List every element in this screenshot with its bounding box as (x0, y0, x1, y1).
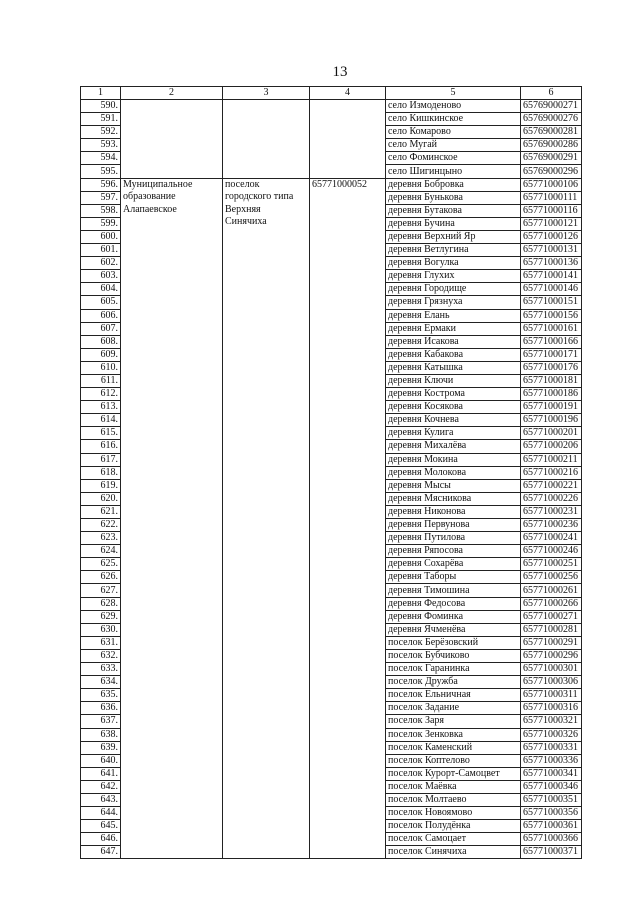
locality-oktmo: 65771000316 (521, 702, 582, 715)
locality-oktmo: 65769000296 (521, 165, 582, 178)
locality-oktmo: 65771000146 (521, 283, 582, 296)
locality-oktmo: 65771000191 (521, 401, 582, 414)
row-number: 624. (81, 545, 121, 558)
row-number: 606. (81, 309, 121, 322)
locality-name: деревня Кочнева (386, 414, 521, 427)
locality-oktmo: 65771000266 (521, 597, 582, 610)
locality-oktmo: 65771000306 (521, 676, 582, 689)
locality-name: деревня Бунькова (386, 191, 521, 204)
row-number: 601. (81, 244, 121, 257)
header-row (81, 87, 582, 100)
settlement-cell (223, 100, 310, 179)
row-number: 611. (81, 374, 121, 387)
locality-name: деревня Кулига (386, 427, 521, 440)
row-number: 596. (81, 178, 121, 191)
locality-name: деревня Тимошина (386, 584, 521, 597)
locality-oktmo: 65771000296 (521, 649, 582, 662)
locality-oktmo: 65771000366 (521, 833, 582, 846)
row-number: 593. (81, 139, 121, 152)
row-number: 640. (81, 754, 121, 767)
row-number: 608. (81, 335, 121, 348)
locality-name: поселок Каменский (386, 741, 521, 754)
row-number: 607. (81, 322, 121, 335)
locality-oktmo: 65771000321 (521, 715, 582, 728)
locality-oktmo: 65771000121 (521, 217, 582, 230)
row-number: 615. (81, 427, 121, 440)
row-number: 617. (81, 453, 121, 466)
locality-name: деревня Путилова (386, 532, 521, 545)
locality-oktmo: 65771000291 (521, 636, 582, 649)
locality-oktmo: 65771000171 (521, 348, 582, 361)
column-header: 5 (386, 87, 521, 100)
locality-oktmo: 65771000351 (521, 793, 582, 806)
locality-name: деревня Верхний Яр (386, 230, 521, 243)
locality-name: деревня Федосова (386, 597, 521, 610)
row-number: 603. (81, 270, 121, 283)
locality-oktmo: 65771000136 (521, 257, 582, 270)
locality-oktmo: 65771000151 (521, 296, 582, 309)
column-header: 2 (121, 87, 223, 100)
row-number: 605. (81, 296, 121, 309)
municipality-name-line: Муниципальное (123, 178, 193, 190)
row-number: 627. (81, 584, 121, 597)
locality-name: поселок Бубчиково (386, 649, 521, 662)
locality-name: деревня Катышка (386, 361, 521, 374)
locality-name: село Кишкинское (386, 113, 521, 126)
table-row (81, 178, 582, 191)
row-number: 646. (81, 833, 121, 846)
row-number: 626. (81, 571, 121, 584)
settlement-oktmo-cell (310, 100, 386, 179)
locality-oktmo: 65771000196 (521, 414, 582, 427)
row-number: 631. (81, 636, 121, 649)
locality-name: поселок Маёвка (386, 780, 521, 793)
locality-oktmo: 65771000251 (521, 558, 582, 571)
row-number: 616. (81, 440, 121, 453)
locality-oktmo: 65771000161 (521, 322, 582, 335)
row-number: 594. (81, 152, 121, 165)
row-number: 625. (81, 558, 121, 571)
settlements-table (80, 86, 582, 859)
locality-name: деревня Мысы (386, 479, 521, 492)
locality-name: село Фоминское (386, 152, 521, 165)
row-number: 597. (81, 191, 121, 204)
row-number: 598. (81, 204, 121, 217)
locality-oktmo: 65771000301 (521, 663, 582, 676)
row-number: 644. (81, 807, 121, 820)
locality-oktmo: 65771000226 (521, 492, 582, 505)
row-number: 619. (81, 479, 121, 492)
locality-oktmo: 65771000106 (521, 178, 582, 191)
row-number: 590. (81, 100, 121, 113)
locality-oktmo: 65771000186 (521, 388, 582, 401)
locality-name: деревня Кабакова (386, 348, 521, 361)
locality-name: село Комарово (386, 126, 521, 139)
locality-name: деревня Бучина (386, 217, 521, 230)
row-number: 642. (81, 780, 121, 793)
row-number: 638. (81, 728, 121, 741)
locality-name: поселок Новоямово (386, 807, 521, 820)
row-number: 634. (81, 676, 121, 689)
locality-oktmo: 65771000126 (521, 230, 582, 243)
locality-oktmo: 65769000281 (521, 126, 582, 139)
locality-oktmo: 65771000181 (521, 374, 582, 387)
locality-oktmo: 65771000271 (521, 610, 582, 623)
locality-name: деревня Елань (386, 309, 521, 322)
column-header: 3 (223, 87, 310, 100)
municipality-name-line: Алапаевское (123, 203, 177, 215)
locality-oktmo: 65771000111 (521, 191, 582, 204)
locality-oktmo: 65771000206 (521, 440, 582, 453)
municipality-cell (121, 178, 223, 859)
locality-name: поселок Задание (386, 702, 521, 715)
locality-oktmo: 65771000311 (521, 689, 582, 702)
locality-name: деревня Таборы (386, 571, 521, 584)
locality-name: село Измоденово (386, 100, 521, 113)
locality-name: деревня Городище (386, 283, 521, 296)
row-number: 614. (81, 414, 121, 427)
row-number: 637. (81, 715, 121, 728)
locality-oktmo: 65771000131 (521, 244, 582, 257)
table-row (81, 100, 582, 113)
row-number: 621. (81, 505, 121, 518)
locality-name: деревня Фоминка (386, 610, 521, 623)
locality-name: село Мугай (386, 139, 521, 152)
row-number: 609. (81, 348, 121, 361)
locality-name: поселок Курорт-Самоцвет (386, 767, 521, 780)
locality-name: деревня Косякова (386, 401, 521, 414)
locality-name: поселок Дружба (386, 676, 521, 689)
row-number: 628. (81, 597, 121, 610)
locality-name: деревня Первунова (386, 519, 521, 532)
row-number: 604. (81, 283, 121, 296)
locality-name: деревня Бобровка (386, 178, 521, 191)
locality-oktmo: 65771000331 (521, 741, 582, 754)
locality-oktmo: 65771000261 (521, 584, 582, 597)
locality-oktmo: 65771000341 (521, 767, 582, 780)
row-number: 591. (81, 113, 121, 126)
locality-name: поселок Синячиха (386, 846, 521, 859)
row-number: 622. (81, 519, 121, 532)
locality-name: поселок Полудёнка (386, 820, 521, 833)
locality-name: деревня Исакова (386, 335, 521, 348)
row-number: 630. (81, 623, 121, 636)
locality-oktmo: 65771000346 (521, 780, 582, 793)
locality-name: деревня Ермаки (386, 322, 521, 335)
row-number: 618. (81, 466, 121, 479)
locality-name: деревня Глухих (386, 270, 521, 283)
locality-name: поселок Зенковка (386, 728, 521, 741)
locality-oktmo: 65771000156 (521, 309, 582, 322)
row-number: 636. (81, 702, 121, 715)
locality-name: село Шигинцыно (386, 165, 521, 178)
locality-oktmo: 65769000276 (521, 113, 582, 126)
page-number: 13 (332, 64, 348, 80)
locality-oktmo: 65771000141 (521, 270, 582, 283)
locality-name: поселок Берёзовский (386, 636, 521, 649)
locality-name: деревня Никонова (386, 505, 521, 518)
column-header: 6 (521, 87, 582, 100)
row-number: 600. (81, 230, 121, 243)
locality-name: деревня Мясникова (386, 492, 521, 505)
locality-oktmo: 65771000241 (521, 532, 582, 545)
settlement-name-line: Синячиха (225, 216, 267, 228)
row-number: 612. (81, 388, 121, 401)
locality-name: деревня Сохарёва (386, 558, 521, 571)
locality-name: деревня Молокова (386, 466, 521, 479)
locality-oktmo: 65771000221 (521, 479, 582, 492)
locality-oktmo: 65769000271 (521, 100, 582, 113)
row-number: 635. (81, 689, 121, 702)
locality-oktmo: 65771000336 (521, 754, 582, 767)
locality-oktmo: 65771000231 (521, 505, 582, 518)
row-number: 613. (81, 401, 121, 414)
row-number: 592. (81, 126, 121, 139)
locality-name: деревня Михалёва (386, 440, 521, 453)
locality-name: деревня Кострома (386, 388, 521, 401)
locality-name: деревня Грязнуха (386, 296, 521, 309)
locality-oktmo: 65771000371 (521, 846, 582, 859)
locality-oktmo: 65771000211 (521, 453, 582, 466)
locality-oktmo: 65771000176 (521, 361, 582, 374)
row-number: 645. (81, 820, 121, 833)
row-number: 641. (81, 767, 121, 780)
locality-name: поселок Заря (386, 715, 521, 728)
locality-name: деревня Ячменёва (386, 623, 521, 636)
locality-name: деревня Вогулка (386, 257, 521, 270)
column-header: 4 (310, 87, 386, 100)
municipality-name-line: образование (123, 191, 176, 203)
row-number: 639. (81, 741, 121, 754)
row-number: 623. (81, 532, 121, 545)
locality-name: деревня Ключи (386, 374, 521, 387)
column-header: 1 (81, 87, 121, 100)
locality-name: деревня Бутакова (386, 204, 521, 217)
locality-oktmo: 65771000326 (521, 728, 582, 741)
row-number: 643. (81, 793, 121, 806)
locality-name: поселок Коптелово (386, 754, 521, 767)
row-number: 629. (81, 610, 121, 623)
settlement-name-line: городского типа (225, 191, 294, 203)
row-number: 633. (81, 663, 121, 676)
locality-oktmo: 65769000291 (521, 152, 582, 165)
locality-oktmo: 65771000236 (521, 519, 582, 532)
locality-oktmo: 65771000256 (521, 571, 582, 584)
locality-name: поселок Самоцает (386, 833, 521, 846)
row-number: 647. (81, 846, 121, 859)
row-number: 632. (81, 649, 121, 662)
row-number: 620. (81, 492, 121, 505)
locality-oktmo: 65771000281 (521, 623, 582, 636)
locality-oktmo: 65771000356 (521, 807, 582, 820)
locality-oktmo: 65771000361 (521, 820, 582, 833)
settlement-cell (223, 178, 310, 859)
row-number: 595. (81, 165, 121, 178)
locality-oktmo: 65771000216 (521, 466, 582, 479)
locality-oktmo: 65771000166 (521, 335, 582, 348)
row-number: 610. (81, 361, 121, 374)
settlement-name-line: поселок (225, 178, 260, 190)
locality-name: деревня Ряпосова (386, 545, 521, 558)
locality-name: поселок Гаранинка (386, 663, 521, 676)
locality-oktmo: 65771000246 (521, 545, 582, 558)
locality-oktmo: 65769000286 (521, 139, 582, 152)
settlement-oktmo-cell: 65771000052 (310, 178, 386, 859)
locality-name: поселок Молтаево (386, 793, 521, 806)
locality-name: поселок Ельничная (386, 689, 521, 702)
locality-oktmo: 65771000116 (521, 204, 582, 217)
municipality-cell (121, 100, 223, 179)
row-number: 602. (81, 257, 121, 270)
locality-name: деревня Мокина (386, 453, 521, 466)
locality-name: деревня Ветлугина (386, 244, 521, 257)
settlement-name-line: Верхняя (225, 203, 261, 215)
locality-oktmo: 65771000201 (521, 427, 582, 440)
row-number: 599. (81, 217, 121, 230)
